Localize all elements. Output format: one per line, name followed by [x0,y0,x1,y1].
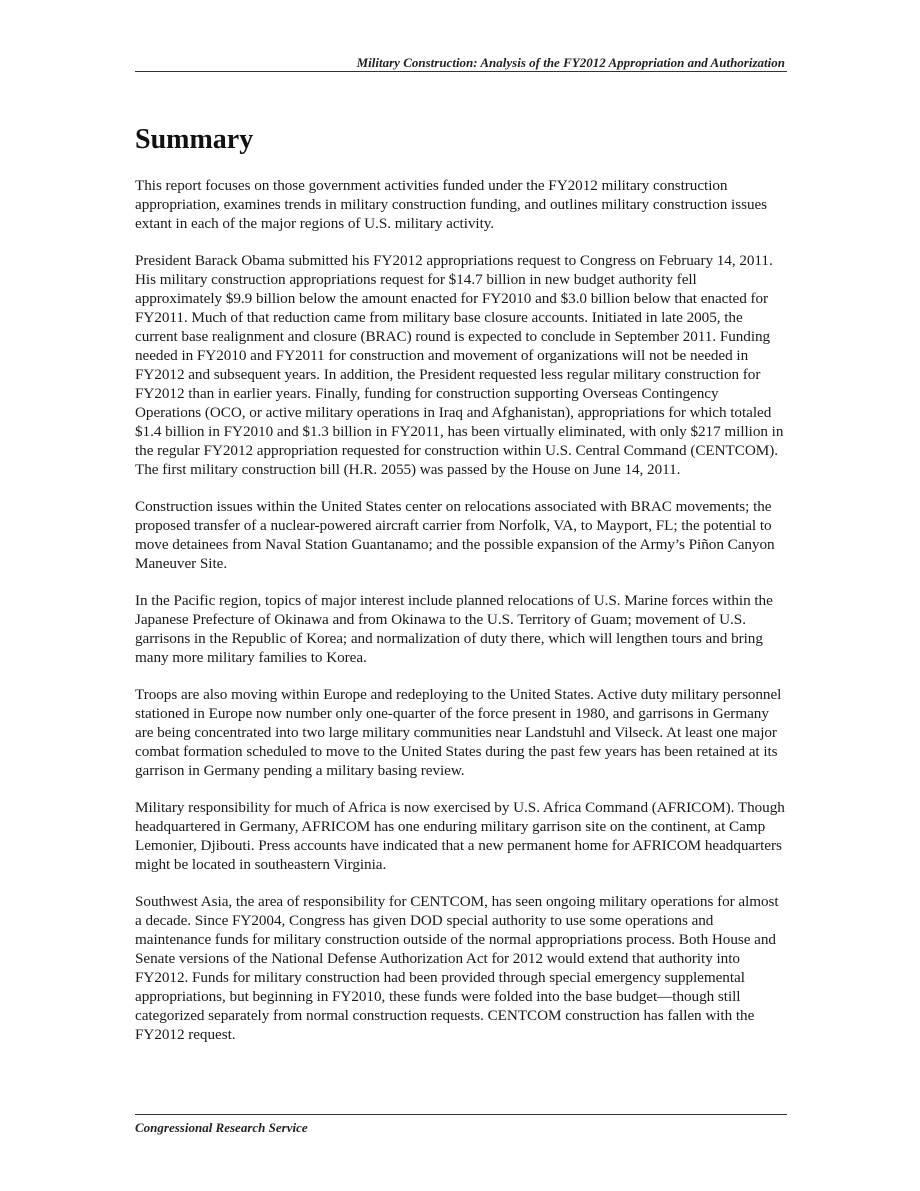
paragraph-europe: Troops are also moving within Europe and redeploying to the United States. Active duty military personnel stationed in Europe now number only one-quarter of the force present in 1980, and garrisons in Germany are being concentrated into two large military communities near Landstuhl and Vilseck. At least one major combat formation scheduled to move to the United States during the past few years has been retained at its garrison in Germany pending a military basing review. [135,686,782,779]
header-divider [135,71,787,72]
running-header: Military Construction: Analysis of the FY2012 Appropriation and Authorization [356,55,785,70]
paragraph-pacific: In the Pacific region, topics of major interest include planned relocations of U.S. Marine forces within the Japanese Prefecture of Okinawa and from Okinawa to the U.S. Territory of Guam; movement of U.S. garrisons in the Republic of Korea; and normalization of duty there, which will lengthen tours and bring many more military families to Korea. [135,592,773,666]
paragraph-intro: This report focuses on those government activities funded under the FY2012 military construction appropriation, examines trends in military construction funding, and outlines military construction issues extant in each of the major regions of U.S. military activity. [135,177,768,232]
footer-divider [135,1114,787,1115]
paragraph-southwest-asia: Southwest Asia, the area of responsibility for CENTCOM, has seen ongoing military operations for almost a decade. Since FY2004, Congress has given DOD special authority to use some operations and maintenance funds for military construction outside of the normal appropriations process. Both House and Senate versions of the National Defense Authorization Act for 2012 would extend that authority into FY2012. Funds for military construction had been provided through special emergency supplemental appropriations, but beginning in FY2010, these funds were folded into the base budget—though still categorized separately from normal construction requests. CENTCOM construction has fallen with the FY2012 request. [135,893,779,1043]
summary-body [135,176,787,1062]
paragraph-africa: Military responsibility for much of Africa is now exercised by U.S. Africa Command (AFRICOM). Though headquartered in Germany, AFRICOM has one enduring military garrison site on the continent, at Camp Lemonier, Djibouti. Press accounts have indicated that a new permanent home for AFRICOM headquarters might be located in southeastern Virginia. [135,799,785,873]
running-footer: Congressional Research Service [135,1120,308,1135]
paragraph-budget-request: President Barack Obama submitted his FY2012 appropriations request to Congress on February 14, 2011. His military construction appropriations request for $14.7 billion in new budget authority fell approximately $9.9 billion below the amount enacted for FY2010 and $3.0 billion below that enacted for FY2011. Much of that reduction came from military base closure accounts. Initiated in late 2005, the current base realignment and closure (BRAC) round is expected to conclude in September 2011. Funding needed in FY2010 and FY2011 for construction and movement of organizations will not be needed in FY2012 and subsequent years. In addition, the President requested less regular military construction for FY2012 than in earlier years. Finally, funding for construction supporting Overseas Contingency Operations (OCO, or active military operations in Iraq and Afghanistan), appropriations for which totaled $1.4 billion in FY2010 and $1.3 billion in FY2011, has been virtually eliminated, with only $217 million in the regular FY2012 appropriation requested for construction within U.S. Central Command (CENTCOM). The first military construction bill (H.R. 2055) was passed by the House on June 14, 2011. [135,252,784,478]
paragraph-united-states: Construction issues within the United States center on relocations associated with BRAC movements; the proposed transfer of a nuclear-powered aircraft carrier from Norfolk, VA, to Mayport, FL; the potential to move detainees from Naval Station Guantanamo; and the possible expansion of the Army’s Piñon Canyon Maneuver Site. [135,498,775,572]
page-title: Summary [135,124,254,155]
